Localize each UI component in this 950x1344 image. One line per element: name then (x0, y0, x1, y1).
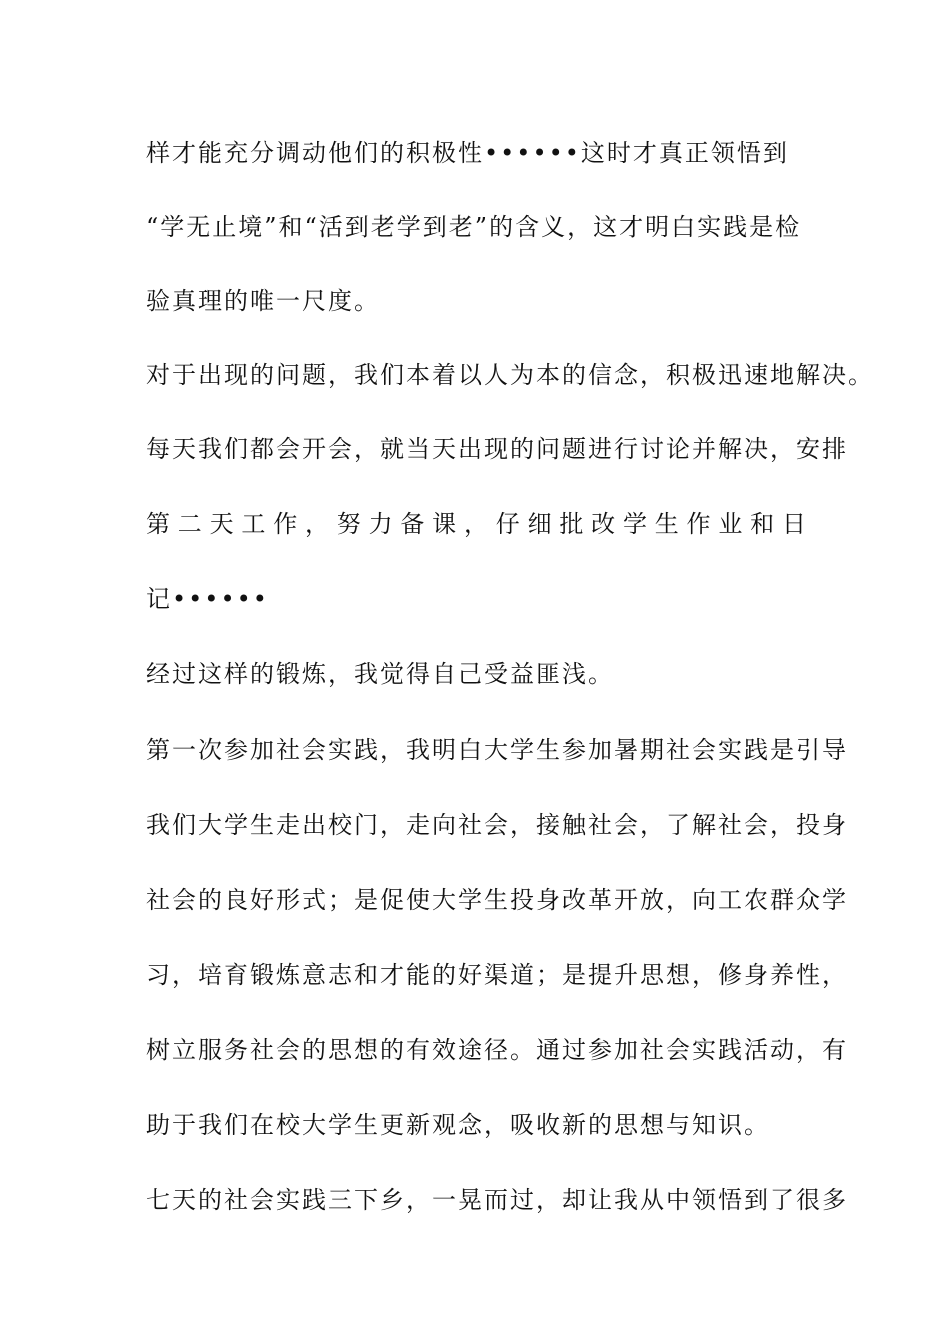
text-glyph: 作 (273, 510, 298, 538)
text-glyph: ， (304, 510, 329, 538)
text-glyph: 二 (177, 510, 202, 538)
text-glyph: ， (463, 510, 488, 538)
text-line: 社会的良好形式；是促使大学生投身改革开放，向工农群众学 (146, 886, 848, 914)
text-glyph: 天 (209, 510, 234, 538)
text-glyph: 课 (432, 510, 457, 538)
text-glyph: 批 (559, 510, 584, 538)
text-line: 每天我们都会开会，就当天出现的问题进行讨论并解决，安排 (146, 435, 848, 463)
text-glyph: 仔 (495, 510, 520, 538)
text-glyph: 生 (654, 510, 679, 538)
text-line: 记•••••• (146, 585, 269, 613)
text-line: 七天的社会实践三下乡，一晃而过，却让我从中领悟到了很多 (146, 1186, 848, 1214)
text-line: 树立服务社会的思想的有效途径。通过参加社会实践活动，有 (146, 1036, 848, 1064)
text-line: 样才能充分调动他们的积极性••••••这时才真正领悟到 (146, 139, 789, 167)
text-glyph: 作 (686, 510, 711, 538)
text-line: 我们大学生走出校门，走向社会，接触社会，了解社会，投身 (146, 811, 848, 839)
text-line: 第一次参加社会实践，我明白大学生参加暑期社会实践是引导 (146, 736, 848, 764)
text-glyph: 学 (622, 510, 647, 538)
text-line: 经过这样的锻炼，我觉得自己受益匪浅。 (146, 660, 614, 688)
text-glyph: 第 (146, 510, 170, 538)
text-line: 助于我们在校大学生更新观念，吸收新的思想与知识。 (146, 1111, 770, 1139)
text-glyph: 业 (718, 510, 743, 538)
text-glyph: 改 (591, 510, 616, 538)
text-glyph: 日 (781, 510, 806, 538)
text-line: 习，培育锻炼意志和才能的好渠道；是提升思想，修身养性， (146, 961, 848, 989)
text-glyph: 努 (336, 510, 361, 538)
text-line-justified (146, 510, 806, 538)
text-glyph: 备 (400, 510, 425, 538)
text-glyph: 力 (368, 510, 393, 538)
text-line: 对于出现的问题，我们本着以人为本的信念，积极迅速地解决。 (146, 361, 874, 389)
text-glyph: 工 (241, 510, 266, 538)
text-glyph: 和 (750, 510, 775, 538)
text-line: “学无止境”和“活到老学到老”的含义，这才明白实践是检 (146, 213, 802, 241)
text-glyph: 细 (527, 510, 552, 538)
text-line: 验真理的唯一尺度。 (146, 287, 380, 315)
